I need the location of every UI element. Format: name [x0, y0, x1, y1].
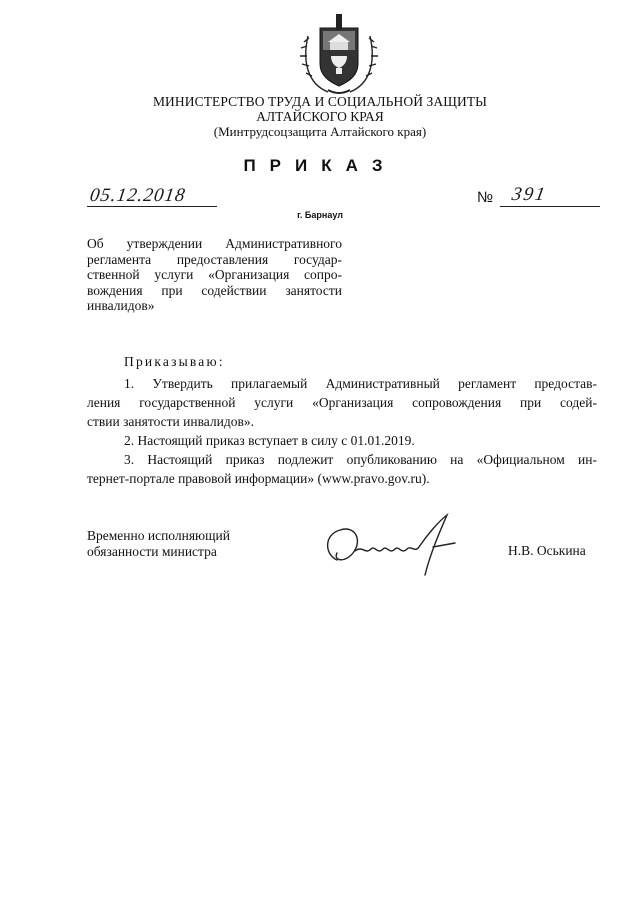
subject-line: ственной услуги «Организация сопро-	[87, 267, 342, 282]
coat-of-arms-emblem-icon	[298, 6, 380, 98]
organization-name-line1: МИНИСТЕРСТВО ТРУДА И СОЦИАЛЬНОЙ ЗАЩИТЫ	[152, 94, 488, 109]
document-number: 391	[510, 184, 549, 205]
number-label: №	[477, 189, 494, 206]
document-date: 05.12.2018	[88, 185, 188, 206]
signatory-name: Н.В. Оськина	[508, 543, 586, 558]
subject-line: Об утверждении Административного	[87, 236, 342, 251]
handwritten-signature	[315, 505, 465, 585]
signatory-position-line2: обязанности министра	[87, 543, 217, 559]
paragraph-3-line: тернет-портале правовой информации» (www.pravo.gov.ru).	[87, 471, 430, 486]
number-underline	[500, 206, 600, 207]
city: г. Барнаул	[297, 210, 343, 220]
document-title: ПРИКАЗ	[243, 156, 397, 175]
organization-short-name: (Минтрудсоцзащита Алтайского края)	[213, 124, 427, 139]
paragraph-1-line: ствии занятости инвалидов».	[87, 414, 254, 429]
signatory-position	[87, 528, 230, 559]
subject-line: инвалидов»	[87, 298, 155, 313]
date-underline	[87, 206, 217, 207]
signatory-position-line1: Временно исполняющий	[87, 528, 230, 543]
paragraph-1-line: ления государственной услуги «Организация сопровождения при содей-	[87, 395, 597, 410]
paragraph-1-line: 1. Утвердить прилагаемый Административный регламент предостав-	[124, 376, 597, 391]
subject-line: регламента предоставления государ-	[87, 251, 342, 267]
paragraph-2: 2. Настоящий приказ вступает в силу с 01.01.2019.	[124, 433, 415, 448]
organization-name-line2: АЛТАЙСКОГО КРАЯ	[256, 109, 384, 124]
order-word: Приказываю:	[124, 354, 225, 369]
document-subject	[87, 236, 342, 314]
subject-line: вождения при содействии занятости	[87, 282, 342, 298]
paragraph-3-line: 3. Настоящий приказ подлежит опубликованию на «Официальном ин-	[124, 452, 597, 467]
